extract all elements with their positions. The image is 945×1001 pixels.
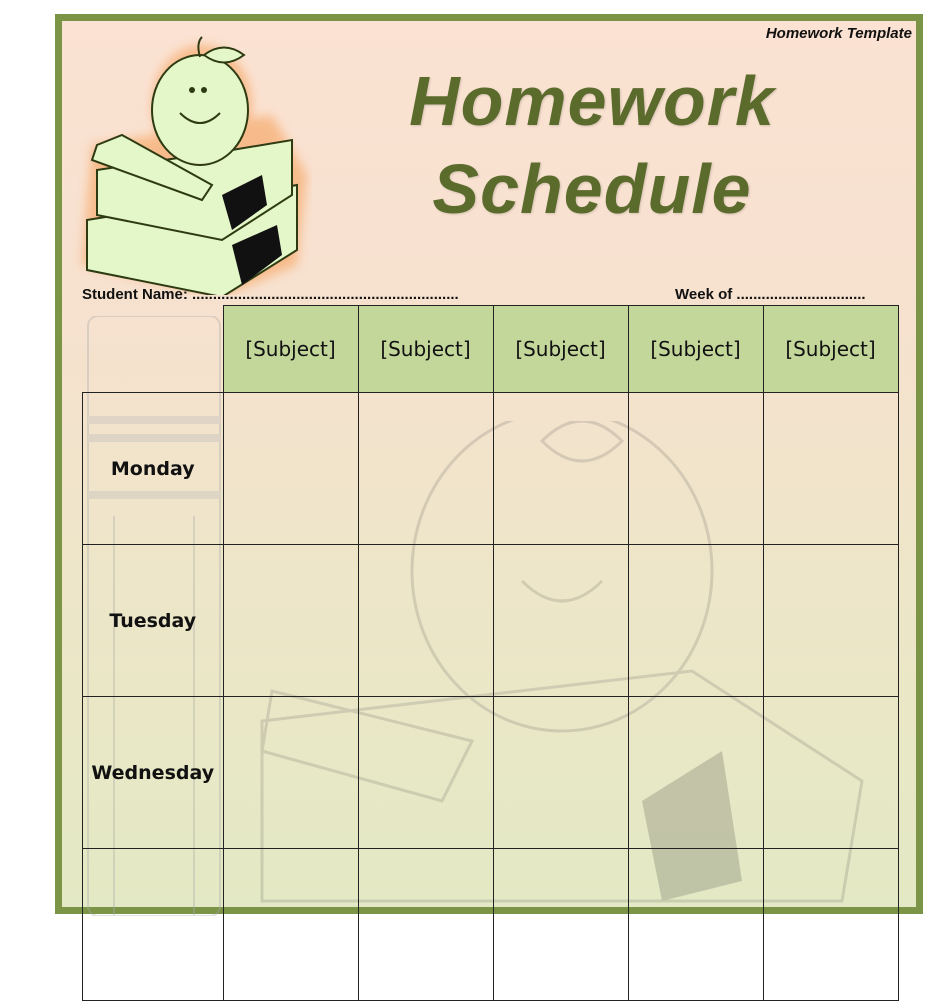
homework-cell[interactable] — [223, 393, 358, 545]
table-row — [83, 697, 899, 849]
homework-cell[interactable] — [358, 393, 493, 545]
homework-schedule-page — [55, 14, 923, 914]
title-line-1: Homework — [409, 62, 775, 140]
homework-cell[interactable] — [763, 545, 898, 697]
student-name-field[interactable]: Student Name: ................................................................ — [82, 286, 459, 303]
subject-header[interactable]: [Subject] — [628, 306, 763, 393]
homework-cell[interactable] — [763, 697, 898, 849]
subject-header-row — [83, 306, 899, 393]
title-line-2: Schedule — [432, 150, 752, 228]
homework-cell[interactable] — [493, 393, 628, 545]
homework-cell[interactable] — [358, 849, 493, 1001]
corner-cell — [83, 306, 224, 393]
homework-cell[interactable] — [628, 393, 763, 545]
subject-header[interactable]: [Subject] — [493, 306, 628, 393]
homework-cell[interactable] — [628, 697, 763, 849]
schedule-table — [82, 305, 899, 1001]
homework-cell[interactable] — [628, 849, 763, 1001]
homework-cell[interactable] — [358, 697, 493, 849]
homework-cell[interactable] — [223, 697, 358, 849]
homework-cell[interactable] — [628, 545, 763, 697]
homework-cell[interactable] — [493, 545, 628, 697]
week-of-field[interactable]: Week of ............................... — [675, 286, 866, 303]
subject-header[interactable]: [Subject] — [223, 306, 358, 393]
subject-header[interactable]: [Subject] — [358, 306, 493, 393]
subject-header[interactable]: [Subject] — [763, 306, 898, 393]
day-label: Monday — [83, 393, 224, 545]
day-label: Tuesday — [83, 545, 224, 697]
homework-cell[interactable] — [493, 849, 628, 1001]
homework-cell[interactable] — [763, 849, 898, 1001]
homework-cell[interactable] — [358, 545, 493, 697]
table-row — [83, 393, 899, 545]
day-label — [83, 849, 224, 1001]
table-row — [83, 849, 899, 1001]
day-label: Wednesday — [83, 697, 224, 849]
template-label: Homework Template — [765, 25, 912, 42]
table-row — [83, 545, 899, 697]
homework-cell[interactable] — [493, 697, 628, 849]
homework-cell[interactable] — [763, 393, 898, 545]
homework-cell[interactable] — [223, 545, 358, 697]
homework-cell[interactable] — [223, 849, 358, 1001]
page-title — [362, 57, 822, 233]
apple-books-clipart — [72, 35, 312, 295]
